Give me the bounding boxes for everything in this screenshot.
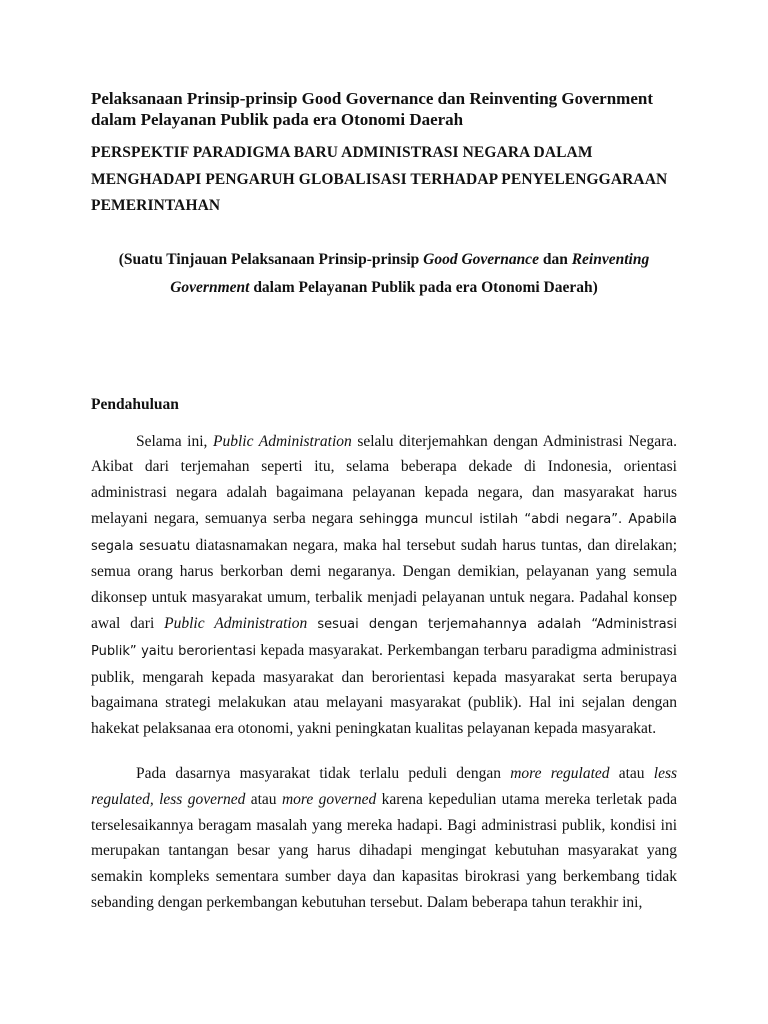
subtitle-line2: MENGHADAPI PENGARUH GLOBALISASI TERHADAP PENYELENGGARAAN bbox=[91, 170, 668, 188]
review-note-part1: (Suatu Tinjauan Pelaksanaan Prinsip-prinsip bbox=[118, 250, 424, 268]
paragraph-1-text-d: diatasnamakan negara, maka hal tersebut sudah harus tuntas, dan direlakan; semua orang harus berkorban demi negaranya. Dengan demikian, pelayanan yang semula dikonsep untuk masyarakat umum, terbalik menjadi pelayanan untuk negara. Padahal konsep awal dari bbox=[91, 536, 677, 633]
paragraph-2-text-d: karena kepedulian utama mereka terletak pada terselesaikannya beragam masalah yang mereka hadapi. Bagi administrasi publik, kondisi ini merupakan tantangan besar yang harus dihadapi mengingat kebutuhan masyarakat yang semakin kompleks sementara sumber daya dan kapasitas birokrasi yang berkembang tidak sebanding dengan perkembangan kebutuhan tersebut. Dalam beberapa tahun terakhir ini, bbox=[91, 790, 678, 912]
document-title-line1: Pelaksanaan Prinsip-prinsip Good Governance dan Reinventing Government bbox=[91, 89, 653, 108]
paragraph-2-term-less-regulated: less regulated, less governed bbox=[91, 765, 678, 808]
document-subtitle bbox=[91, 140, 677, 220]
review-note-government: Government bbox=[170, 278, 250, 296]
paragraph-1 bbox=[91, 429, 677, 743]
section-heading-pendahuluan: Pendahuluan bbox=[91, 395, 179, 413]
paragraph-2-text-b: atau bbox=[609, 765, 654, 783]
paragraph-2-term-more-governed: more governed bbox=[281, 790, 377, 808]
review-note-reinventing: Reinventing bbox=[571, 250, 650, 268]
review-note-part2: dan bbox=[538, 250, 572, 268]
paragraph-1-text-b: selalu diterjemahkan dengan Administrasi Negara. Akibat dari terjemahan seperti itu, selama beberapa dekade di Indonesia, orientasi administrasi negara adalah bagaimana pelayanan kepada negara, dan masyarakat harus melayani negara, semuanya serba negara bbox=[91, 432, 677, 527]
paragraph-1-term-public-administration-2: Public Administration bbox=[164, 615, 308, 633]
review-note-good-governance: Good Governance bbox=[423, 250, 539, 268]
paragraph-2-text-c: atau bbox=[245, 790, 282, 808]
review-note-part4: dalam Pelayanan Publik pada era Otonomi Daerah) bbox=[249, 278, 598, 296]
paragraph-1-text-c: sehingga muncul istilah “abdi negara”. Apabila segala sesuatu bbox=[91, 511, 677, 554]
subtitle-line1: PERSPEKTIF PARADIGMA BARU ADMINISTRASI NEGARA DALAM bbox=[91, 144, 593, 161]
document-title bbox=[91, 88, 677, 130]
paragraph-1-term-public-administration: Public Administration bbox=[213, 432, 352, 450]
subtitle-line3: PEMERINTAHAN bbox=[91, 197, 221, 214]
paragraph-1-text-e: sesuai dengan terjemahannya adalah “Administrasi Publik” yaitu berorientasi bbox=[91, 617, 678, 659]
paragraph-1-text-a: Selama ini, bbox=[136, 432, 213, 450]
document-title-line2: dalam Pelayanan Publik pada era Otonomi Daerah bbox=[91, 110, 464, 129]
review-note bbox=[91, 246, 677, 302]
paragraph-2-term-more-regulated: more regulated bbox=[510, 765, 610, 783]
paragraph-1-text-f: kepada masyarakat. Perkembangan terbaru paradigma administrasi publik, mengarah kepada masyarakat dan berorientasi kepada masyarakat serta berupaya bagaimana strategi melakukan atau melayani masyarakat (publik). Hal ini sejalan dengan hakekat pelaksanaa era otonomi, yakni peningkatan kualitas pelayanan kepada masyarakat. bbox=[91, 641, 678, 738]
paragraph-2 bbox=[91, 761, 677, 916]
paragraph-2-text-a: Pada dasarnya masyarakat tidak terlalu peduli dengan bbox=[136, 765, 511, 783]
